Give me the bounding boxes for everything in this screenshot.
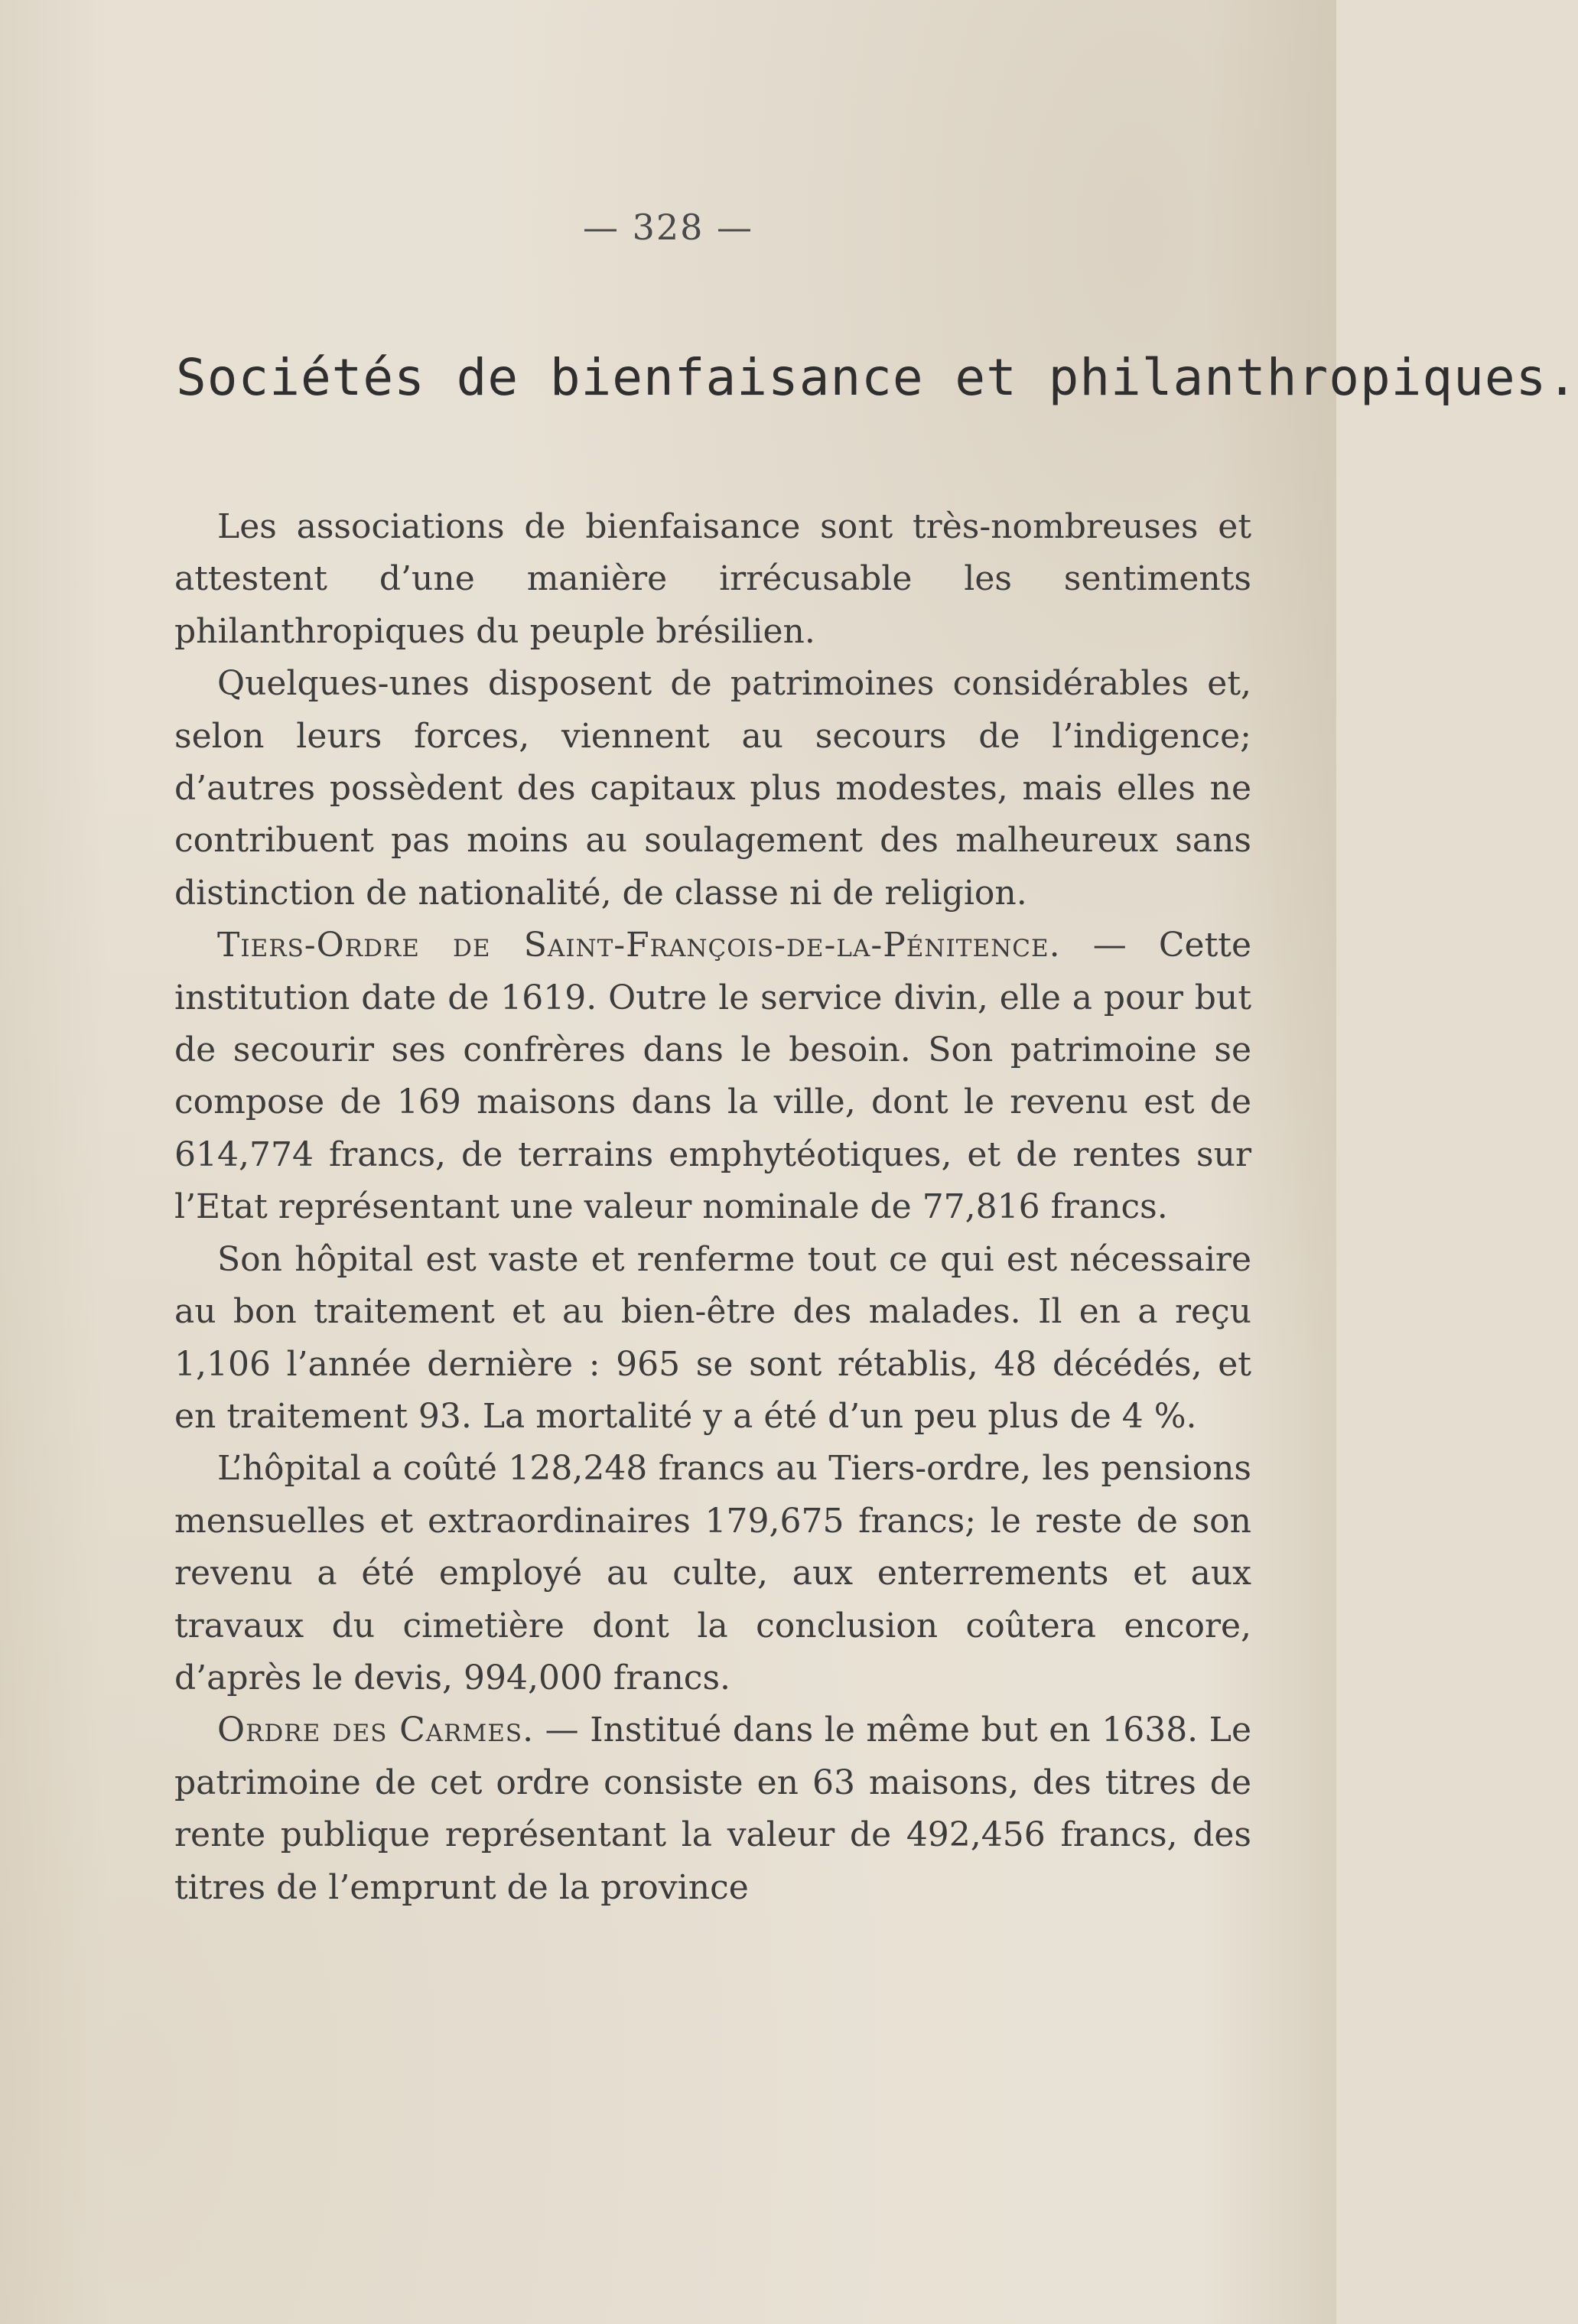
section-heading: Ordre des Carmes.: [217, 1710, 535, 1750]
body-text: [174, 501, 1251, 1914]
paragraph-text: Les associations de bienfaisance sont très-nombreuses et attestent d’une manière irrécusable les sentiments philanthropiques du peuple brésilien.: [174, 507, 1251, 651]
paragraph: [174, 920, 1251, 1233]
paragraph-text: Son hôpital est vaste et renferme tout ce qui est nécessaire au bon traitement et au bien-être des malades. Il en a reçu 1,106 l’année dernière : 965 se sont rétablis, 48 décédés, et en traitement 93. La mortalité y a été d’un peu plus de 4 %.: [174, 1239, 1251, 1436]
paragraph-text: L’hôpital a coûté 128,248 francs au Tiers-ordre, les pensions mensuelles et extraordinaires 179,675 francs; le reste de son revenu a été employé au culte, aux enterrements et aux travaux du cimetière dont la conclusion coûtera encore, d’après le devis, 994,000 francs.: [174, 1449, 1251, 1697]
paragraph: [174, 1704, 1251, 1914]
paragraph: [174, 658, 1251, 920]
page-title: Sociétés de bienfaisance et philanthropiques.: [176, 348, 1578, 407]
paragraph: [174, 1443, 1251, 1704]
paragraph: [174, 501, 1251, 658]
section-heading: Tiers-Ordre de Saint-François-de-la-Pénitence.: [217, 926, 1061, 965]
paragraph-text: Quelques-unes disposent de patrimoines considérables et, selon leurs forces, viennent au secours de l’indigence; d’autres possèdent des capitaux plus modestes, mais elles ne contribuent pas moins au soulagement des malheureux sans distinction de nationalité, de classe ni de religion.: [174, 664, 1251, 913]
paragraph-text: — Cette institution date de 1619. Outre le service divin, elle a pour but de secourir ses confrères dans le besoin. Son patrimoine se compose de 169 maisons dans la ville, dont le revenu est de 614,774 francs, de terrains emphytéotiques, et de rentes sur l’Etat représentant une valeur nominale de 77,816 francs.: [174, 926, 1251, 1227]
paragraph: [174, 1234, 1251, 1444]
paragraph-text: — Institué dans le même but en 1638. Le patrimoine de cet ordre consiste en 63 maisons, des titres de rente publique représentant la valeur de 492,456 francs, des titres de l’emprunt de la province: [174, 1710, 1251, 1907]
page-number: — 328 —: [582, 207, 754, 248]
